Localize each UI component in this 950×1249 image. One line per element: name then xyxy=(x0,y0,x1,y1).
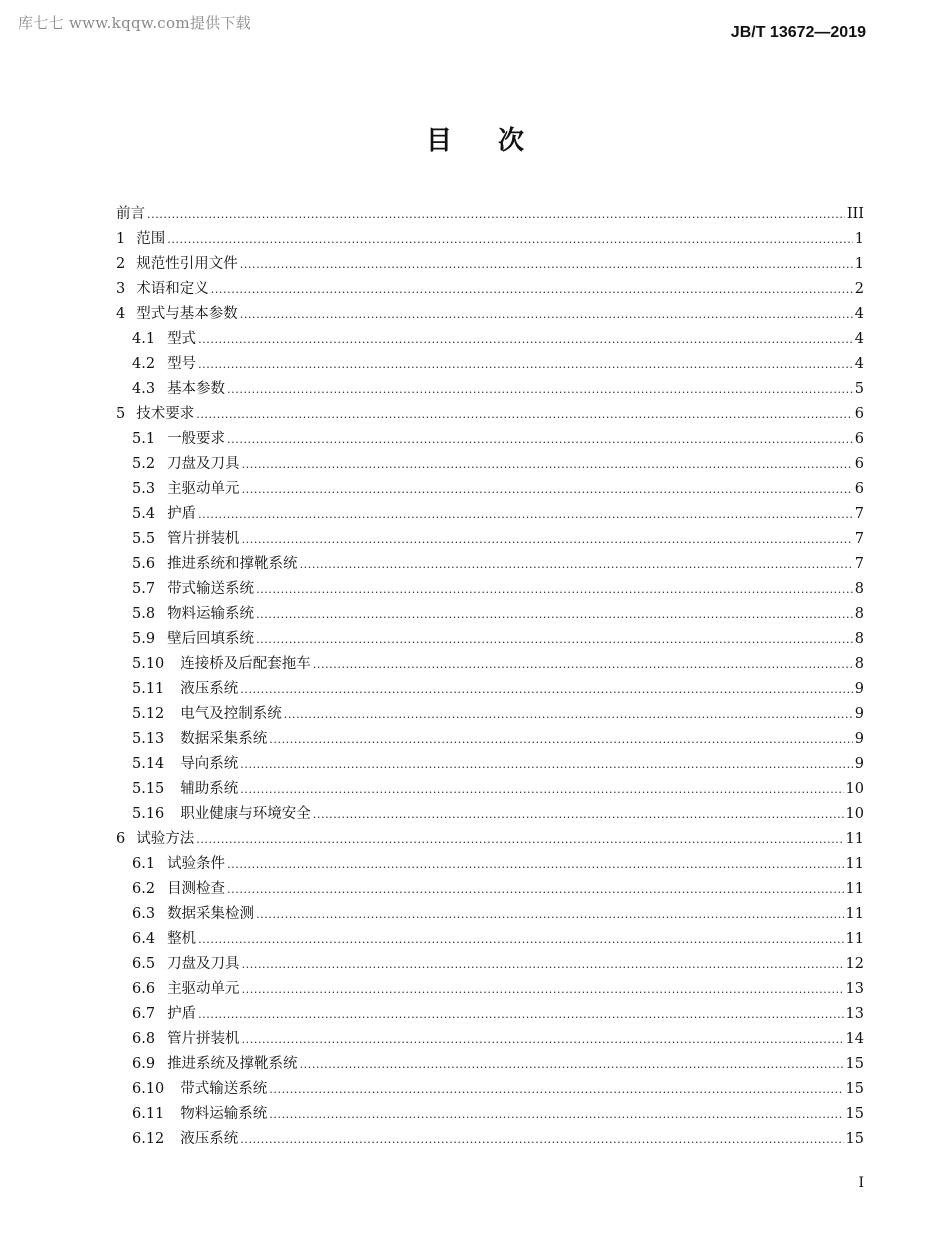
dot-leader xyxy=(256,602,853,627)
toc-entry-number: 5.7 xyxy=(132,581,156,597)
toc-entry-number: 4.2 xyxy=(132,356,156,372)
toc-entry-page: 9 xyxy=(854,756,864,772)
dot-leader xyxy=(256,627,853,652)
toc-entry-number: 3 xyxy=(116,281,126,297)
toc-entry[interactable] xyxy=(116,927,864,952)
standard-number: JB/T 13672—2019 xyxy=(730,24,866,41)
toc-entry-page: 4 xyxy=(854,331,864,347)
toc-entry[interactable] xyxy=(116,427,864,452)
toc-entry-number: 6.1 xyxy=(132,856,156,872)
toc-entry-number: 6.3 xyxy=(132,906,156,922)
toc-entry-page: 1 xyxy=(854,231,864,247)
toc-entry-page: 2 xyxy=(854,281,864,297)
toc-entry-page: III xyxy=(846,206,864,222)
toc-entry-title: 电气及控制系统 xyxy=(180,706,282,722)
toc-entry[interactable] xyxy=(116,502,864,527)
dot-leader xyxy=(167,227,853,252)
toc-entry-title: 一般要求 xyxy=(167,431,226,447)
toc-entry[interactable] xyxy=(116,877,864,902)
toc-entry-number: 4.3 xyxy=(132,381,156,397)
toc-entry[interactable] xyxy=(116,1127,864,1152)
toc-entry-page: 10 xyxy=(845,806,864,822)
dot-leader xyxy=(242,952,844,977)
toc-entry-number: 6.4 xyxy=(132,931,156,947)
dot-leader xyxy=(227,377,853,402)
toc-entry-title: 主驱动单元 xyxy=(167,481,240,497)
toc-entry-number: 5.1 xyxy=(132,431,156,447)
dot-leader xyxy=(242,477,853,502)
toc-entry-title: 壁后回填系统 xyxy=(167,631,255,647)
toc-entry[interactable] xyxy=(116,652,864,677)
dot-leader xyxy=(300,1052,844,1077)
dot-leader xyxy=(240,752,852,777)
toc-entry[interactable] xyxy=(116,452,864,477)
toc-entry-title: 技术要求 xyxy=(136,406,195,422)
dot-leader xyxy=(196,402,853,427)
toc-entry-title: 范围 xyxy=(136,231,166,247)
toc-entry-page: 11 xyxy=(845,856,864,872)
toc-entry-title: 型号 xyxy=(167,356,197,372)
dot-leader xyxy=(211,277,853,302)
dot-leader xyxy=(313,652,853,677)
toc-entry-title: 型式 xyxy=(167,331,197,347)
toc-entry-title: 目测检查 xyxy=(167,881,226,897)
toc-entry[interactable] xyxy=(116,902,864,927)
toc-entry-number: 6.6 xyxy=(132,981,156,997)
toc-entry-title: 带式输送系统 xyxy=(167,581,255,597)
dot-leader xyxy=(269,727,852,752)
toc-entry-page: 4 xyxy=(854,356,864,372)
watermark-text: 库七七 www.kqqw.com提供下载 xyxy=(18,14,252,32)
toc-entry[interactable] xyxy=(116,302,864,327)
toc-entry-title: 液压系统 xyxy=(180,1131,239,1147)
dot-leader xyxy=(198,352,853,377)
toc-entry[interactable] xyxy=(116,752,864,777)
toc-entry-number: 5.16 xyxy=(132,806,165,822)
dot-leader xyxy=(240,1127,843,1152)
toc-entry-page: 15 xyxy=(845,1056,864,1072)
toc-entry-title: 职业健康与环境安全 xyxy=(180,806,311,822)
toc-entry-page: 8 xyxy=(854,606,864,622)
toc-entry-number: 5.9 xyxy=(132,631,156,647)
toc-entry-page: 9 xyxy=(854,706,864,722)
toc-entry-title: 管片拼装机 xyxy=(167,531,240,547)
toc-entry-title: 辅助系统 xyxy=(180,781,239,797)
dot-leader xyxy=(240,302,853,327)
dot-leader xyxy=(284,702,853,727)
dot-leader xyxy=(198,927,843,952)
toc-entry-title: 带式输送系统 xyxy=(180,1081,268,1097)
toc-entry[interactable] xyxy=(116,1027,864,1052)
toc-entry-page: 10 xyxy=(845,781,864,797)
toc-entry-title: 连接桥及后配套拖车 xyxy=(180,656,311,672)
toc-entry-title: 基本参数 xyxy=(167,381,226,397)
toc-entry[interactable] xyxy=(116,227,864,252)
toc-entry-number: 6.8 xyxy=(132,1031,156,1047)
toc-entry-title: 物料运输系统 xyxy=(167,606,255,622)
toc-entry[interactable] xyxy=(116,702,864,727)
toc-entry-number: 6.7 xyxy=(132,1006,156,1022)
toc-entry-page: 14 xyxy=(845,1031,864,1047)
dot-leader xyxy=(242,452,853,477)
toc-entry-title: 物料运输系统 xyxy=(180,1106,268,1122)
toc-entry[interactable] xyxy=(116,552,864,577)
toc-entry[interactable] xyxy=(116,602,864,627)
toc-entry-page: 1 xyxy=(854,256,864,272)
toc-entry-title: 试验方法 xyxy=(136,831,195,847)
toc-entry-page: 6 xyxy=(854,456,864,472)
toc-entry-number: 5.5 xyxy=(132,531,156,547)
toc-entry-page: 5 xyxy=(854,381,864,397)
toc-entry-title: 前言 xyxy=(116,206,145,222)
dot-leader xyxy=(240,252,853,277)
toc-entry-page: 8 xyxy=(854,656,864,672)
dot-leader xyxy=(269,1102,843,1127)
toc-entry-number: 5.8 xyxy=(132,606,156,622)
dot-leader xyxy=(227,427,853,452)
dot-leader xyxy=(242,1027,844,1052)
toc-entry-page: 11 xyxy=(845,881,864,897)
toc-entry-title: 导向系统 xyxy=(180,756,239,772)
toc-entry-page: 15 xyxy=(845,1106,864,1122)
toc-entry-number: 5.14 xyxy=(132,756,165,772)
toc-entry-page: 6 xyxy=(854,481,864,497)
toc-entry-number: 6 xyxy=(116,831,126,847)
page-title: 目次 xyxy=(425,126,570,156)
toc-entry-page: 7 xyxy=(854,556,864,572)
dot-leader xyxy=(256,902,843,927)
dot-leader xyxy=(227,877,843,902)
toc-entry[interactable] xyxy=(116,477,864,502)
toc-entry-title: 整机 xyxy=(167,931,197,947)
toc-entry-title: 护盾 xyxy=(167,1006,197,1022)
toc-entry-page: 11 xyxy=(845,906,864,922)
toc-entry-number: 1 xyxy=(116,231,126,247)
toc-entry[interactable] xyxy=(116,527,864,552)
toc-entry[interactable] xyxy=(116,802,864,827)
dot-leader xyxy=(269,1077,843,1102)
toc-entry-number: 6.9 xyxy=(132,1056,156,1072)
dot-leader xyxy=(240,777,843,802)
toc-entry-page: 12 xyxy=(845,956,864,972)
toc-entry[interactable] xyxy=(116,252,864,277)
toc-entry[interactable] xyxy=(116,377,864,402)
toc-entry-page: 8 xyxy=(854,581,864,597)
toc-entry[interactable] xyxy=(116,677,864,702)
toc-entry-title: 刀盘及刀具 xyxy=(167,456,240,472)
toc-entry-title: 刀盘及刀具 xyxy=(167,956,240,972)
dot-leader xyxy=(196,827,843,852)
toc-entry-number: 5 xyxy=(116,406,126,422)
toc-entry-number: 6.2 xyxy=(132,881,156,897)
toc-entry-number: 6.12 xyxy=(132,1131,165,1147)
toc-entry[interactable] xyxy=(116,727,864,752)
toc-entry[interactable] xyxy=(116,977,864,1002)
toc-entry[interactable] xyxy=(116,852,864,877)
toc-entry-page: 4 xyxy=(854,306,864,322)
toc-entry[interactable] xyxy=(116,202,864,227)
dot-leader xyxy=(256,577,853,602)
dot-leader xyxy=(227,852,843,877)
toc-entry-title: 数据采集检测 xyxy=(167,906,255,922)
toc-entry[interactable] xyxy=(116,402,864,427)
toc-entry-page: 9 xyxy=(854,731,864,747)
toc-entry-title: 术语和定义 xyxy=(136,281,209,297)
toc-entry-title: 推进系统及撑靴系统 xyxy=(167,1056,298,1072)
toc-entry-page: 6 xyxy=(854,431,864,447)
toc-entry-page: 13 xyxy=(845,981,864,997)
toc-entry-title: 型式与基本参数 xyxy=(136,306,238,322)
dot-leader xyxy=(242,527,853,552)
toc-entry-title: 主驱动单元 xyxy=(167,981,240,997)
dot-leader xyxy=(198,327,853,352)
toc-entry-number: 5.11 xyxy=(132,681,165,697)
toc-entry[interactable] xyxy=(116,627,864,652)
toc-entry-number: 2 xyxy=(116,256,126,272)
toc-entry-page: 13 xyxy=(845,1006,864,1022)
toc-entry[interactable] xyxy=(116,777,864,802)
table-of-contents xyxy=(116,202,864,1152)
toc-entry[interactable] xyxy=(116,1077,864,1102)
toc-entry-page: 7 xyxy=(854,506,864,522)
toc-entry-title: 液压系统 xyxy=(180,681,239,697)
dot-leader xyxy=(147,202,845,227)
toc-entry-number: 5.15 xyxy=(132,781,165,797)
dot-leader xyxy=(242,977,844,1002)
toc-entry-number: 5.13 xyxy=(132,731,165,747)
toc-entry[interactable] xyxy=(116,577,864,602)
toc-entry-page: 15 xyxy=(845,1081,864,1097)
dot-leader xyxy=(198,502,853,527)
toc-entry-number: 4.1 xyxy=(132,331,156,347)
toc-entry[interactable] xyxy=(116,952,864,977)
toc-entry-number: 5.10 xyxy=(132,656,165,672)
toc-entry[interactable] xyxy=(116,827,864,852)
dot-leader xyxy=(198,1002,843,1027)
toc-entry-page: 11 xyxy=(845,831,864,847)
toc-entry-number: 6.5 xyxy=(132,956,156,972)
toc-entry[interactable] xyxy=(116,1102,864,1127)
toc-entry-number: 6.10 xyxy=(132,1081,165,1097)
dot-leader xyxy=(300,552,853,577)
toc-entry-page: 11 xyxy=(845,931,864,947)
dot-leader xyxy=(313,802,844,827)
toc-entry-page: 8 xyxy=(854,631,864,647)
toc-entry-number: 5.3 xyxy=(132,481,156,497)
toc-entry[interactable] xyxy=(116,277,864,302)
toc-entry[interactable] xyxy=(116,352,864,377)
toc-entry-title: 试验条件 xyxy=(167,856,226,872)
toc-entry[interactable] xyxy=(116,1052,864,1077)
page-number: I xyxy=(858,1175,864,1191)
toc-entry-title: 护盾 xyxy=(167,506,197,522)
toc-entry-title: 管片拼装机 xyxy=(167,1031,240,1047)
toc-entry-number: 5.2 xyxy=(132,456,156,472)
toc-entry-number: 5.4 xyxy=(132,506,156,522)
toc-entry[interactable] xyxy=(116,327,864,352)
toc-entry-page: 9 xyxy=(854,681,864,697)
toc-entry-page: 7 xyxy=(854,531,864,547)
dot-leader xyxy=(240,677,852,702)
toc-entry[interactable] xyxy=(116,1002,864,1027)
toc-entry-number: 4 xyxy=(116,306,126,322)
toc-entry-number: 5.6 xyxy=(132,556,156,572)
toc-entry-title: 推进系统和撑靴系统 xyxy=(167,556,298,572)
toc-entry-number: 5.12 xyxy=(132,706,165,722)
toc-entry-page: 6 xyxy=(854,406,864,422)
toc-entry-title: 规范性引用文件 xyxy=(136,256,238,272)
toc-entry-page: 15 xyxy=(845,1131,864,1147)
toc-entry-number: 6.11 xyxy=(132,1106,165,1122)
toc-entry-title: 数据采集系统 xyxy=(180,731,268,747)
